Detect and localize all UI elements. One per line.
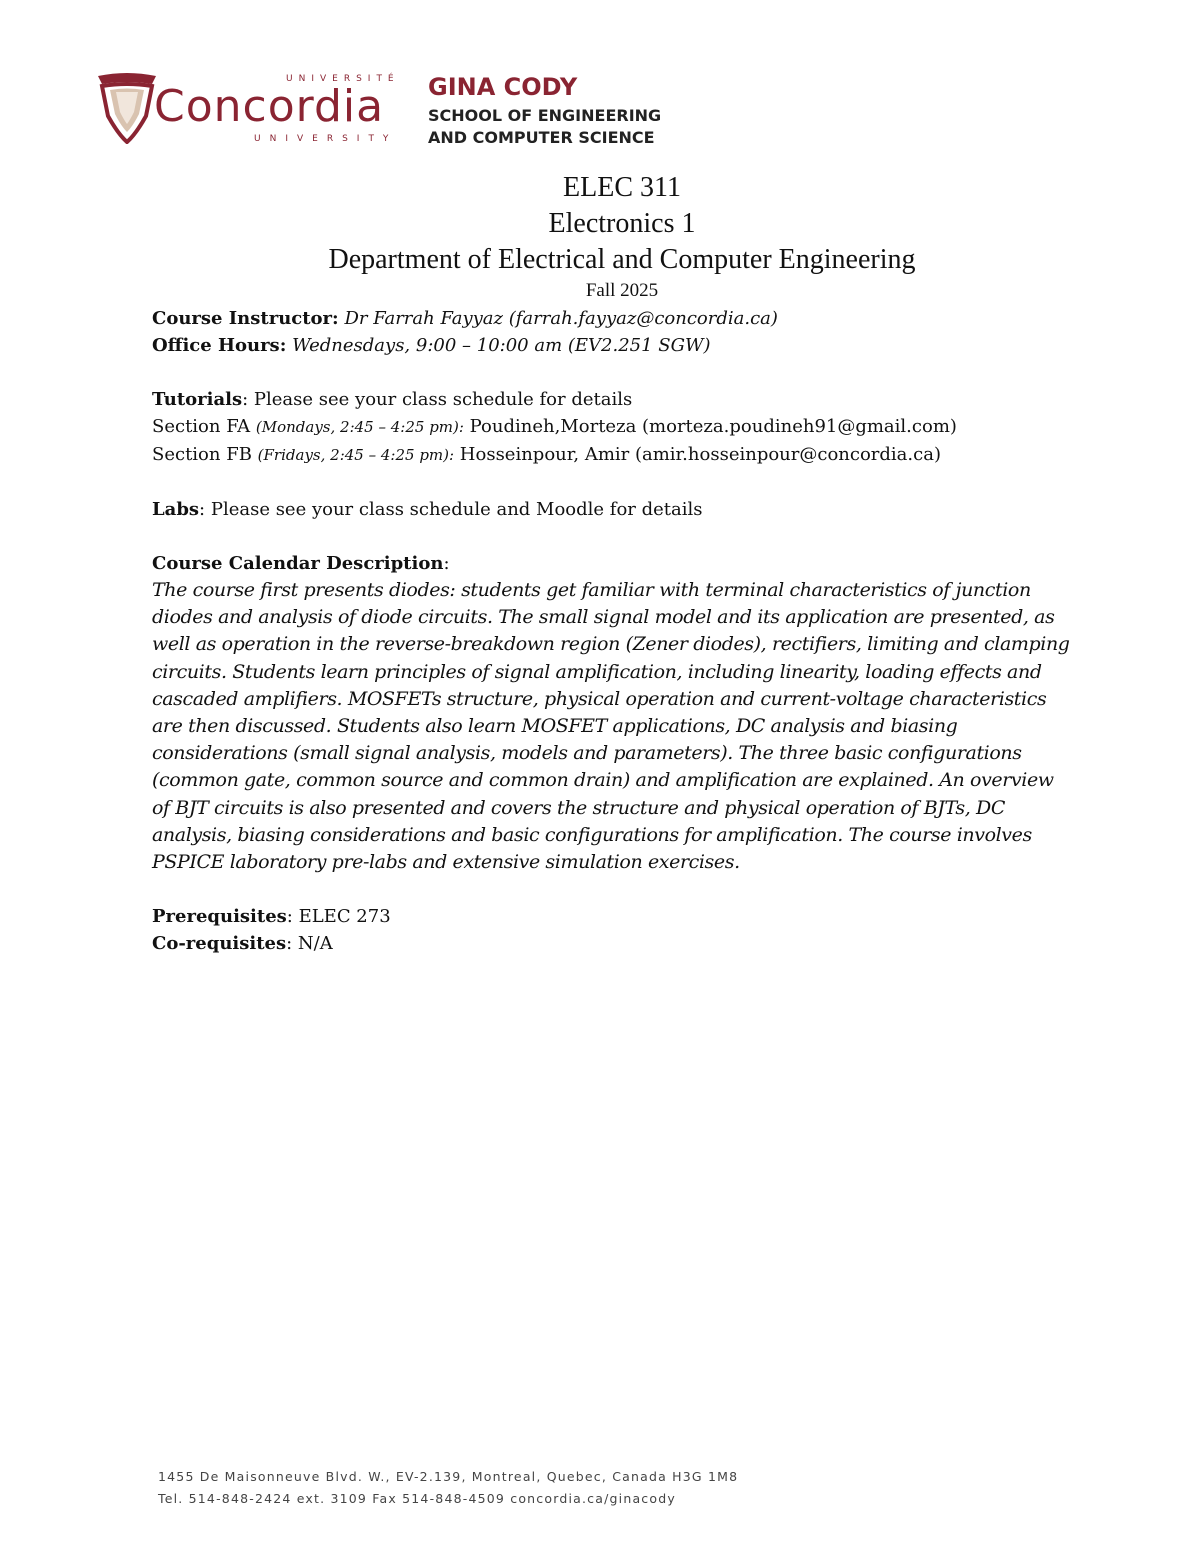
office-hours-line	[152, 332, 1112, 359]
header-logo	[96, 70, 696, 154]
concordia-shield-icon	[96, 72, 158, 144]
section-fb-name: Section FB	[152, 444, 252, 465]
description-line: cascaded amplifiers. MOSFETs structure, physical operation and current-voltage characteristics	[152, 687, 1047, 710]
course-info	[152, 305, 1112, 957]
description-line: circuits. Students learn principles of signal amplification, including linearity, loading effects and	[152, 660, 1042, 683]
description-line: considerations (small signal analysis, models and parameters). The three basic configurations	[152, 742, 1022, 765]
section-fa-name: Section FA	[152, 416, 251, 437]
section-fa-ta: Poudineh,Morteza (morteza.poudineh91@gmail.com)	[469, 416, 957, 437]
labs-text: : Please see your class schedule and Moodle for details	[199, 499, 703, 520]
prerequisites-label: Prerequisites	[152, 906, 287, 928]
section-fb-ta: Hosseinpour, Amir (amir.hosseinpour@concordia.ca)	[459, 444, 941, 465]
course-name: Electronics 1	[548, 208, 696, 239]
gina-cody-title: GINA CODY	[428, 73, 578, 101]
description-line: The course first presents diodes: students get familiar with terminal characteristics of junction	[152, 579, 1031, 601]
footer-contact: Tel. 514-848-2424 ext. 3109 Fax 514-848-4509 concordia.ca/ginacody	[158, 1491, 676, 1506]
corequisites-value: : N/A	[286, 933, 333, 955]
office-hours-value: Wednesdays, 9:00 – 10:00 am (EV2.251 SGW)	[292, 335, 711, 356]
course-code: ELEC 311	[563, 172, 681, 203]
tutorials-label: Tutorials	[152, 389, 243, 410]
description-text	[152, 577, 1112, 876]
section-fa-line	[152, 413, 1112, 441]
labs-line	[152, 496, 1112, 523]
description-colon: :	[443, 553, 450, 574]
description-line: well as operation in the reverse-breakdown region (Zener diodes), rectifiers, limiting and clamping	[152, 633, 1070, 656]
section-fa-time: (Mondays, 2:45 – 4:25 pm):	[255, 418, 464, 436]
section-fb-time: (Fridays, 2:45 – 4:25 pm):	[257, 446, 455, 464]
tutorials-line	[152, 386, 1112, 413]
description-line: (common gate, common source and common drain) and amplification are explained. An overview	[152, 769, 1054, 792]
term: Fall 2025	[585, 280, 659, 301]
description-line: are then discussed. Students also learn MOSFET applications, DC analysis and biasing	[152, 715, 958, 738]
description-line: PSPICE laboratory pre-labs and extensive simulation exercises.	[152, 851, 740, 874]
instructor-line	[152, 305, 1112, 332]
description-line: diodes and analysis of diode circuits. The small signal model and its application are presented, as	[152, 606, 1055, 629]
school-line-1: SCHOOL OF ENGINEERING	[428, 106, 662, 125]
description-line: of BJT circuits is also presented and covers the structure and physical operation of BJTs, DC	[152, 796, 1005, 819]
concordia-wordmark: Concordia	[154, 81, 385, 132]
description-label: Course Calendar Description	[152, 553, 444, 574]
university-label: UNIVERSITY	[254, 134, 398, 144]
prerequisites-value: : ELEC 273	[286, 906, 391, 928]
corequisites-line	[152, 930, 1112, 957]
description-heading	[152, 550, 1112, 577]
department: Department of Electrical and Computer Engineering	[328, 244, 916, 275]
prerequisites-line	[152, 903, 1112, 930]
instructor-label: Course Instructor:	[152, 308, 339, 329]
labs-label: Labs	[152, 499, 200, 520]
school-line-2: AND COMPUTER SCIENCE	[428, 128, 655, 147]
instructor-value: Dr Farrah Fayyaz (farrah.fayyaz@concordia.ca)	[344, 308, 778, 329]
tutorials-text: : Please see your class schedule for details	[242, 389, 633, 410]
description-line: analysis, biasing considerations and basic configurations for amplification. The course involves	[152, 823, 1032, 846]
footer-address: 1455 De Maisonneuve Blvd. W., EV-2.139, Montreal, Quebec, Canada H3G 1M8	[158, 1469, 739, 1484]
section-fb-line	[152, 441, 1112, 469]
corequisites-label: Co-requisites	[152, 933, 287, 955]
office-hours-label: Office Hours:	[152, 335, 287, 356]
universite-label: UNIVERSITÉ	[286, 74, 400, 84]
